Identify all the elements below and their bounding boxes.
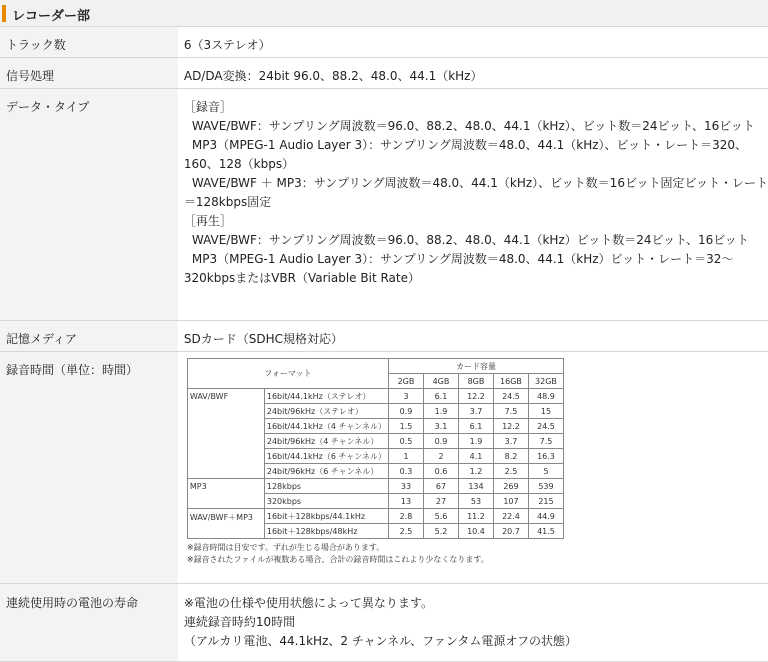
rt-group-name: WAV/BWF xyxy=(187,389,264,479)
rt-value-cell: 5.6 xyxy=(423,509,458,524)
spec-label: 録音時間（単位：時間） xyxy=(6,363,139,377)
rt-format-header: フォーマット xyxy=(187,359,388,389)
rt-value-cell: 15 xyxy=(528,404,563,419)
rt-value-cell: 0.9 xyxy=(423,434,458,449)
rt-format-cell: 16bit/44.1kHz（ステレオ） xyxy=(264,389,388,404)
rt-value-cell: 3 xyxy=(388,389,423,404)
rt-value-cell: 8.2 xyxy=(493,449,528,464)
rt-note: ※録音されたファイルが複数ある場合、合計の録音時間はこれより少なくなります。 xyxy=(186,555,489,564)
spec-row-media xyxy=(0,321,768,352)
battery-info xyxy=(184,584,768,651)
data-types-line: ［録音］ xyxy=(183,100,232,114)
rt-format-cell: 16bit＋128kbps/44.1kHz xyxy=(264,509,388,524)
rt-notes xyxy=(187,542,768,566)
rt-format-cell: 24bit/96kHz（6 チャンネル） xyxy=(264,464,388,479)
rt-value-cell: 107 xyxy=(493,494,528,509)
spec-table xyxy=(0,27,768,662)
rt-value-cell: 539 xyxy=(528,479,563,494)
spec-value: AD/DA変換：24bit 96.0、88.2、48.0、44.1（kHz） xyxy=(183,69,483,83)
rt-value-cell: 0.9 xyxy=(388,404,423,419)
spec-row-signal xyxy=(0,58,768,89)
battery-line: （アルカリ電池、44.1kHz、2 チャンネル、ファンタム電源オフの状態） xyxy=(183,634,578,648)
rt-value-cell: 67 xyxy=(423,479,458,494)
rt-value-cell: 24.5 xyxy=(528,419,563,434)
spec-row-tracks xyxy=(0,27,768,58)
rt-value-cell: 22.4 xyxy=(493,509,528,524)
rt-format-cell: 320kbps xyxy=(264,494,388,509)
spec-label: 信号処理 xyxy=(6,69,55,83)
rt-value-cell: 33 xyxy=(388,479,423,494)
data-types-line: 160、128（kbps） xyxy=(183,157,295,171)
rt-capacity-header: カード容量 xyxy=(388,359,563,374)
table-row xyxy=(187,509,563,524)
rt-value-cell: 4.1 xyxy=(458,449,493,464)
rt-value-cell: 7.5 xyxy=(528,434,563,449)
data-types-line: MP3（MPEG-1 Audio Layer 3）：サンプリング周波数＝48.0、44.1（kHz）ビット・レート＝32〜 xyxy=(191,252,734,266)
rt-value-cell: 134 xyxy=(458,479,493,494)
rt-format-cell: 16bit/44.1kHz（6 チャンネル） xyxy=(264,449,388,464)
rt-value-cell: 269 xyxy=(493,479,528,494)
rt-value-cell: 2.8 xyxy=(388,509,423,524)
spec-label: トラック数 xyxy=(6,38,66,52)
recording-time-table xyxy=(187,358,564,539)
rt-value-cell: 1 xyxy=(388,449,423,464)
rt-value-cell: 1.9 xyxy=(458,434,493,449)
rt-note: ※録音時間は目安です。ずれが生じる場合があります。 xyxy=(186,543,385,552)
rt-value-cell: 3.1 xyxy=(423,419,458,434)
rt-format-cell: 24bit/96kHz（ステレオ） xyxy=(264,404,388,419)
data-types-line: ［再生］ xyxy=(183,214,232,228)
data-types-line: MP3（MPEG-1 Audio Layer 3）：サンプリング周波数＝48.0、44.1（kHz）、ビット・レート＝320、 xyxy=(191,138,747,152)
rt-header-row xyxy=(187,359,563,374)
rt-value-cell: 44.9 xyxy=(528,509,563,524)
rt-value-cell: 7.5 xyxy=(493,404,528,419)
rt-value-cell: 48.9 xyxy=(528,389,563,404)
rt-value-cell: 0.5 xyxy=(388,434,423,449)
rt-value-cell: 2.5 xyxy=(388,524,423,539)
rt-value-cell: 3.7 xyxy=(493,434,528,449)
table-row xyxy=(187,479,563,494)
data-types-list xyxy=(184,89,768,288)
spec-value: 6（3ステレオ） xyxy=(183,38,271,52)
rt-capacity-cell: 16GB xyxy=(493,374,528,389)
data-types-line: 320kbpsまたはVBR（Variable Bit Rate） xyxy=(183,271,420,285)
rt-value-cell: 12.2 xyxy=(493,419,528,434)
recording-time-block xyxy=(184,352,768,566)
rt-value-cell: 20.7 xyxy=(493,524,528,539)
section-accent-bar xyxy=(2,5,6,22)
rt-value-cell: 6.1 xyxy=(458,419,493,434)
rt-format-cell: 128kbps xyxy=(264,479,388,494)
spec-value: SDカード（SDHC規格対応） xyxy=(183,332,343,346)
rt-format-cell: 16bit/44.1kHz（4 チャンネル） xyxy=(264,419,388,434)
rt-group-name: MP3 xyxy=(187,479,264,509)
rt-value-cell: 12.2 xyxy=(458,389,493,404)
rt-group-name: WAV/BWF＋MP3 xyxy=(187,509,264,539)
data-types-line: WAVE/BWF：サンプリング周波数＝96.0、88.2、48.0、44.1（kHz）、ビット数＝24ビット、16ビット xyxy=(191,119,755,133)
rt-value-cell: 5.2 xyxy=(423,524,458,539)
rt-value-cell: 0.6 xyxy=(423,464,458,479)
spec-row-recording-time xyxy=(0,352,768,584)
rt-capacity-cell: 2GB xyxy=(388,374,423,389)
rt-value-cell: 0.3 xyxy=(388,464,423,479)
rt-format-cell: 16bit＋128kbps/48kHz xyxy=(264,524,388,539)
data-types-line: WAVE/BWF：サンプリング周波数＝96.0、88.2、48.0、44.1（kHz）ビット数＝24ビット、16ビット xyxy=(191,233,749,247)
rt-value-cell: 215 xyxy=(528,494,563,509)
spec-row-battery xyxy=(0,584,768,662)
rt-value-cell: 1.9 xyxy=(423,404,458,419)
section-title: レコーダー部 xyxy=(12,9,91,24)
rt-capacity-cell: 8GB xyxy=(458,374,493,389)
rt-value-cell: 41.5 xyxy=(528,524,563,539)
rt-value-cell: 13 xyxy=(388,494,423,509)
battery-line: 連続録音時約10時間 xyxy=(183,615,296,629)
rt-value-cell: 2 xyxy=(423,449,458,464)
data-types-line: WAVE/BWF ＋ MP3：サンプリング周波数＝48.0、44.1（kHz）、ビット数＝16ビット固定ビット・レート xyxy=(191,176,768,190)
spec-label: 記憶メディア xyxy=(6,332,78,346)
rt-capacity-cell: 4GB xyxy=(423,374,458,389)
rt-value-cell: 5 xyxy=(528,464,563,479)
rt-value-cell: 10.4 xyxy=(458,524,493,539)
rt-value-cell: 53 xyxy=(458,494,493,509)
spec-label: 連続使用時の電池の寿命 xyxy=(6,596,139,610)
section-header xyxy=(0,0,768,27)
rt-value-cell: 1.5 xyxy=(388,419,423,434)
rt-capacity-cell: 32GB xyxy=(528,374,563,389)
table-row xyxy=(187,389,563,404)
rt-value-cell: 1.2 xyxy=(458,464,493,479)
rt-value-cell: 6.1 xyxy=(423,389,458,404)
rt-value-cell: 3.7 xyxy=(458,404,493,419)
rt-value-cell: 16.3 xyxy=(528,449,563,464)
rt-value-cell: 11.2 xyxy=(458,509,493,524)
data-types-line: ＝128kbps固定 xyxy=(183,195,272,209)
rt-value-cell: 24.5 xyxy=(493,389,528,404)
spec-row-data-types xyxy=(0,89,768,321)
rt-value-cell: 27 xyxy=(423,494,458,509)
spec-label: データ・タイプ xyxy=(6,100,90,114)
rt-format-cell: 24bit/96kHz（4 チャンネル） xyxy=(264,434,388,449)
rt-value-cell: 2.5 xyxy=(493,464,528,479)
battery-line: ※電池の仕様や使用状態によって異なります。 xyxy=(183,596,433,610)
